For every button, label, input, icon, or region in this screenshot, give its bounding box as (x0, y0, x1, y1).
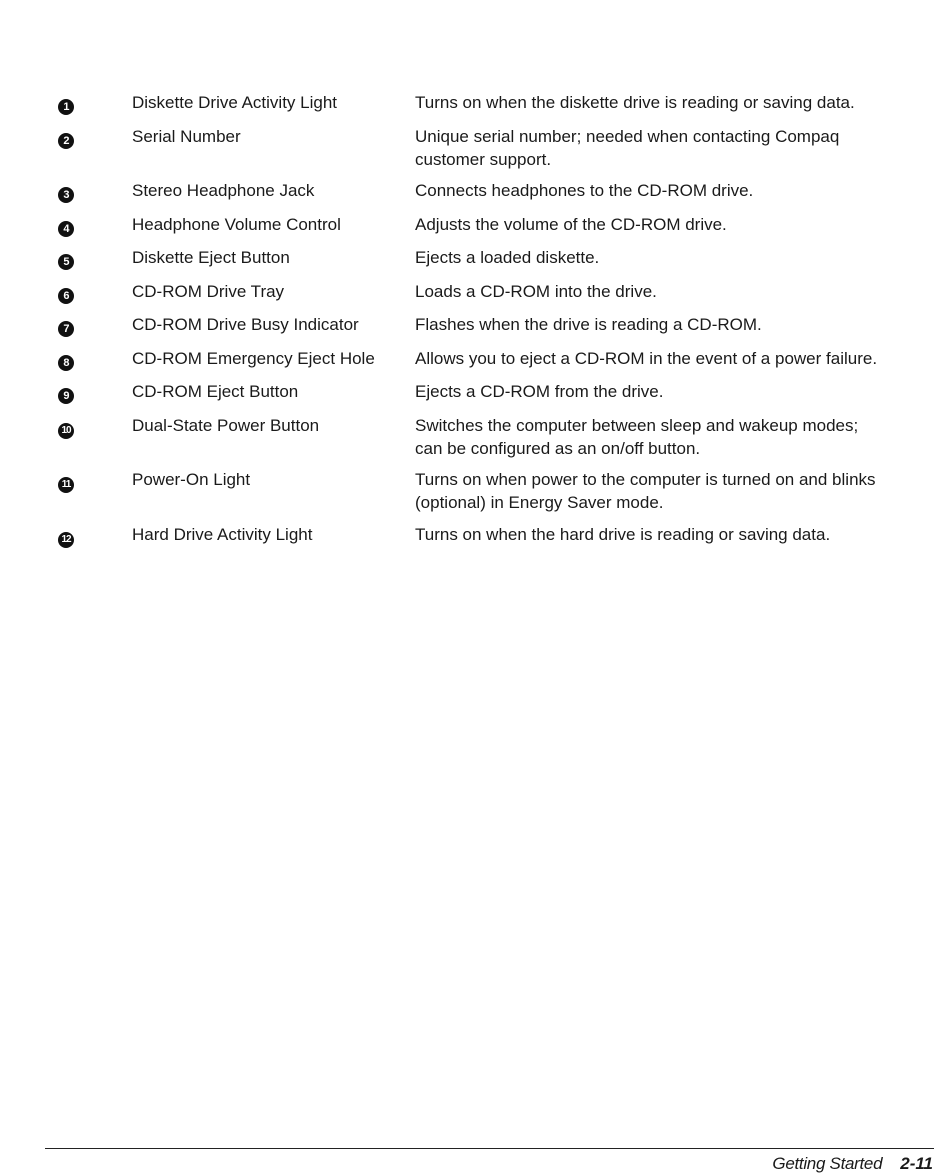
component-name: CD-ROM Emergency Eject Hole (132, 348, 375, 368)
legend-row (58, 468, 888, 514)
callout-number-cell (58, 179, 132, 204)
component-description: Adjusts the volume of the CD-ROM drive. (415, 214, 727, 234)
callout-number-badge: 6 (58, 288, 74, 304)
callout-number-badge: 1 (58, 99, 74, 115)
component-description: Turns on when the hard drive is reading or saving data. (415, 524, 831, 544)
legend-row (58, 523, 888, 548)
callout-number-badge: 9 (58, 388, 74, 404)
page-number: 2-11 (900, 1154, 933, 1173)
component-name: CD-ROM Drive Busy Indicator (132, 315, 359, 334)
component-name: Hard Drive Activity Light (132, 524, 313, 544)
footer-section-title: Getting Started (772, 1154, 883, 1173)
legend-row (58, 125, 888, 171)
callout-number-badge: 2 (58, 133, 74, 149)
legend-row (58, 91, 888, 116)
callout-number-badge: 11 (58, 477, 74, 493)
legend-row (58, 347, 888, 372)
component-description: Loads a CD-ROM into the drive. (415, 281, 657, 301)
component-description: Unique serial number; needed when contacting Compaq customer support. (415, 126, 840, 169)
callout-number-cell (58, 280, 132, 305)
callout-number-badge: 12 (58, 532, 74, 548)
component-description: Ejects a CD-ROM from the drive. (415, 382, 664, 401)
callout-number-badge: 4 (58, 221, 74, 237)
component-name: Diskette Drive Activity Light (132, 93, 338, 112)
callout-number-badge: 8 (58, 355, 74, 371)
component-name: Headphone Volume Control (132, 214, 341, 234)
callout-legend (58, 91, 888, 556)
callout-number-cell (58, 213, 132, 238)
legend-row (58, 213, 888, 238)
callout-number-cell (58, 125, 132, 150)
component-name: Power-On Light (132, 470, 251, 489)
legend-row (58, 313, 888, 338)
footer-divider (45, 1148, 934, 1149)
component-description: Ejects a loaded diskette. (415, 248, 600, 267)
callout-number-cell (58, 380, 132, 405)
callout-number-cell (58, 414, 132, 439)
component-name: CD-ROM Eject Button (132, 382, 299, 401)
callout-number-cell (58, 468, 132, 493)
component-name: Diskette Eject Button (132, 248, 290, 267)
component-description: Switches the computer between sleep and wakeup modes; can be configured as an on/off button. (415, 415, 859, 458)
callout-number-cell (58, 347, 132, 372)
component-name: Serial Number (132, 126, 241, 146)
component-name: Dual-State Power Button (132, 415, 320, 435)
callout-number-badge: 5 (58, 254, 74, 270)
callout-number-cell (58, 246, 132, 271)
callout-number-cell (58, 91, 132, 116)
component-description: Connects headphones to the CD-ROM drive. (415, 181, 754, 200)
page-footer (772, 1153, 933, 1175)
component-name: Stereo Headphone Jack (132, 181, 315, 200)
component-description: Allows you to eject a CD-ROM in the event of a power failure. (415, 348, 878, 368)
legend-row (58, 179, 888, 204)
callout-number-badge: 3 (58, 187, 74, 203)
legend-row (58, 414, 888, 460)
component-description: Turns on when power to the computer is turned on and blinks (optional) in Energy Saver mode. (415, 470, 876, 512)
legend-row (58, 246, 888, 271)
component-description: Flashes when the drive is reading a CD-ROM. (415, 315, 762, 334)
component-name: CD-ROM Drive Tray (132, 281, 285, 301)
callout-number-badge: 7 (58, 321, 74, 337)
callout-number-cell (58, 313, 132, 338)
callout-number-cell (58, 523, 132, 548)
legend-row (58, 380, 888, 405)
legend-row (58, 280, 888, 305)
component-description: Turns on when the diskette drive is reading or saving data. (415, 93, 855, 112)
callout-number-badge: 10 (58, 423, 74, 439)
